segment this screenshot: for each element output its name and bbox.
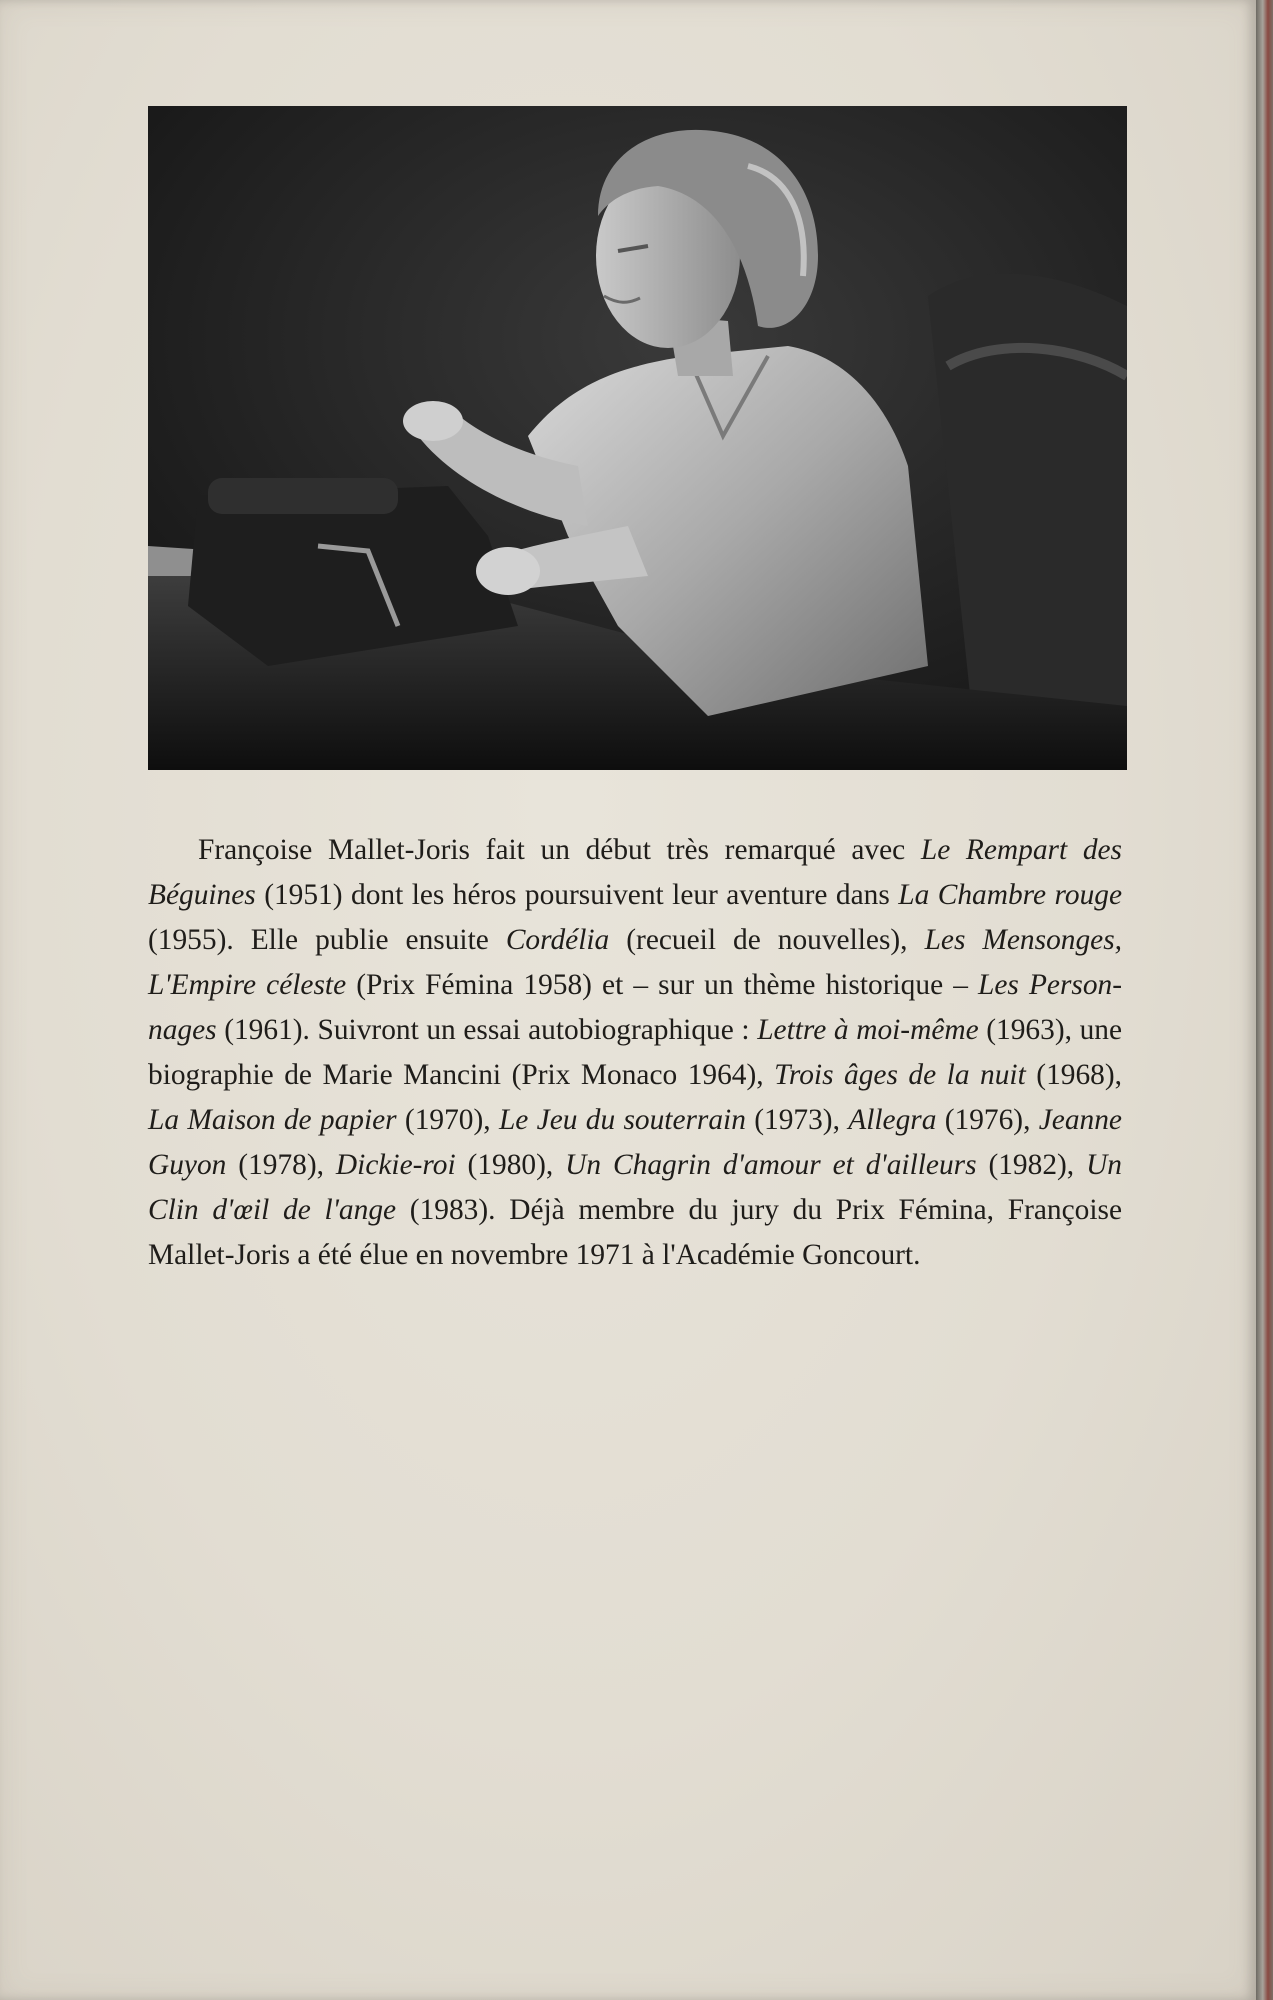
book-title: La Maison de papier [148,1104,397,1136]
book-title: Jeanne Guyon [148,1104,1122,1181]
biography-segment: (1982), [976,1149,1087,1181]
biography-segment: (1963), une biographie de Marie Mancini (Prix Monaco 1964), [148,1014,1123,1091]
book-title: La Chambre rouge [898,879,1122,911]
book-title: Un Clin d'œil de l'ange [148,1149,1122,1226]
book-title: Un Chagrin d'amour et d'ailleurs [565,1149,977,1181]
biography-segment: (1968), [1025,1059,1122,1091]
biography-segment: (Prix Fémina 1958) et – sur un thème historique – [346,969,979,1001]
book-title: Le Jeu du souterrain [498,1104,746,1136]
book-title: Les Mensonges, L'Empire céleste [148,924,1122,1001]
book-title: Lettre à moi-même [757,1014,979,1046]
biography-segment: (1973), [745,1104,849,1136]
biography-segment: (1978), [226,1149,336,1181]
book-title: Dickie-roi [335,1149,456,1181]
biography-segment: (1955). Elle publie ensuite [148,924,506,956]
book-title: Allegra [848,1104,937,1136]
biography-segment: (1951) dont les héros poursuivent leur aventure dans [255,879,899,911]
biography-segment: (recueil de nouvelles), [609,924,925,956]
biography-segment: (1970), [396,1104,499,1136]
author-photo-illustration [148,106,1127,770]
biography-segment: (1961). Suivront un essai autobiographique : [216,1014,758,1046]
book-title: Cordélia [505,924,610,956]
biography-segment: (1980), [455,1149,566,1181]
book-title: Trois âges de la nuit [774,1059,1026,1091]
biography-segment: (1983). Déjà membre du jury du Prix Fémina, Françoise Mallet-Joris a été élue en novembre 1971 à l'Académie Goncourt. [148,1194,1122,1271]
biography-segment: Françoise Mallet-Joris fait un début très remarqué avec [198,834,921,866]
author-biography-text [148,828,1122,1278]
author-photo [148,106,1127,770]
book-title: Le Rempart des Béguines [148,834,1122,911]
spine-edge [1256,0,1273,2000]
biography-segment: (1976), [936,1104,1039,1136]
book-title: Les Person-nages [148,969,1123,1046]
